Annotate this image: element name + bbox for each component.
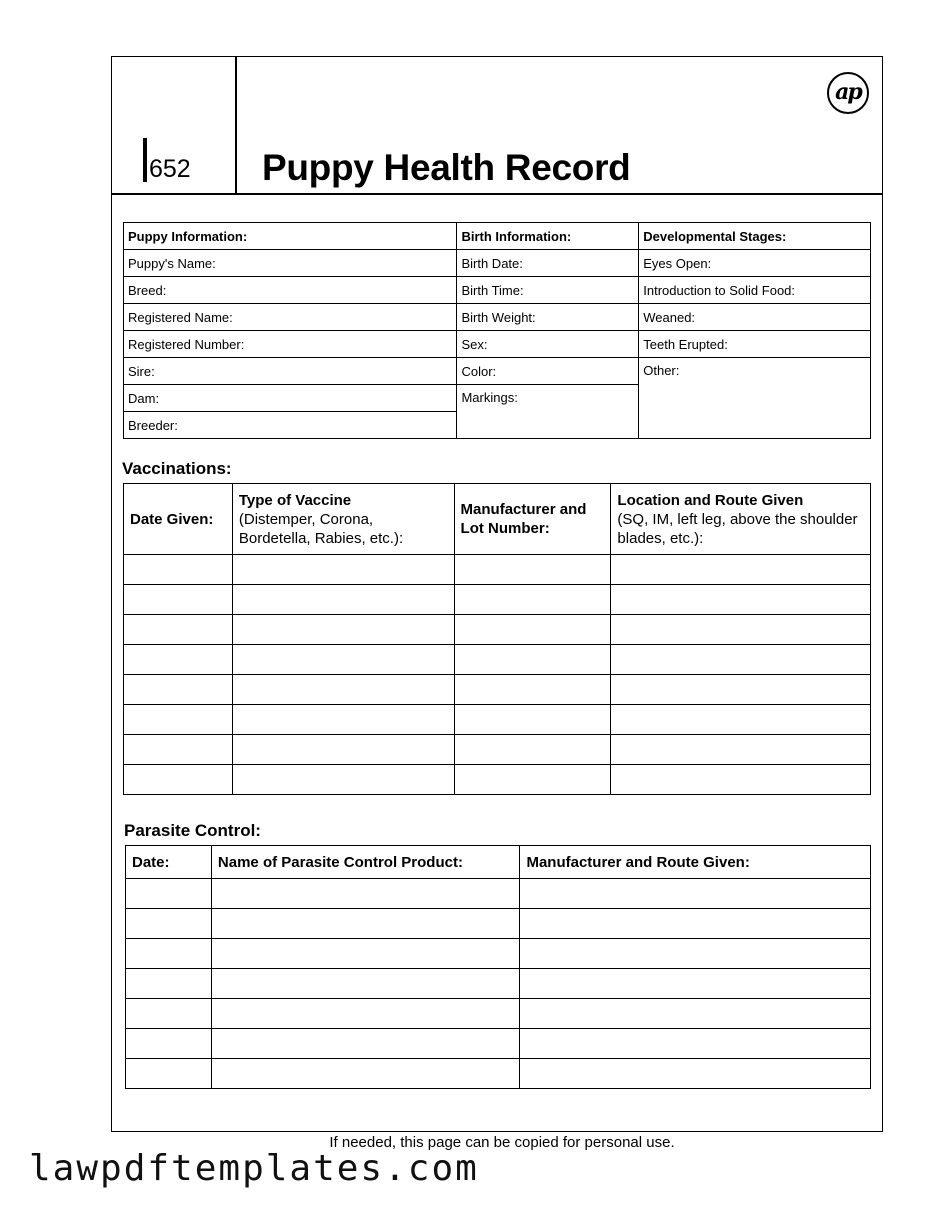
parasite-cell[interactable] [520,909,871,939]
color-field[interactable]: Color: [457,358,639,385]
vacc-cell[interactable] [232,705,454,735]
parasite-cell[interactable] [126,879,212,909]
vacc-cell[interactable] [611,765,871,795]
breed-field[interactable]: Breed: [124,277,457,304]
vacc-cell[interactable] [611,645,871,675]
vacc-cell[interactable] [454,645,611,675]
vacc-cell[interactable] [124,555,233,585]
vacc-cell[interactable] [232,765,454,795]
vacc-cell[interactable] [611,675,871,705]
parasite-row [126,999,871,1029]
teeth-erupted-field[interactable]: Teeth Erupted: [639,331,871,358]
dam-field[interactable]: Dam: [124,385,457,412]
puppy-name-field[interactable]: Puppy's Name: [124,250,457,277]
vacc-cell[interactable] [232,675,454,705]
vacc-row [124,675,871,705]
vacc-cell[interactable] [232,555,454,585]
vacc-cell[interactable] [124,765,233,795]
vacc-row [124,585,871,615]
vacc-cell[interactable] [232,645,454,675]
vacc-cell[interactable] [611,615,871,645]
vacc-cell[interactable] [454,765,611,795]
parasite-cell[interactable] [211,1059,520,1089]
parasite-cell[interactable] [126,1059,212,1089]
parasite-cell[interactable] [520,939,871,969]
parasite-cell[interactable] [520,879,871,909]
vacc-row [124,645,871,675]
registered-number-field[interactable]: Registered Number: [124,331,457,358]
page-title: Puppy Health Record [262,147,631,188]
vacc-row [124,705,871,735]
parasite-row [126,879,871,909]
ap-logo-icon: ap [827,72,869,114]
vacc-cell[interactable] [124,735,233,765]
parasite-cell[interactable] [520,999,871,1029]
vacc-row [124,615,871,645]
parasite-rows [126,879,871,1089]
vacc-cell[interactable] [124,705,233,735]
parasite-row [126,939,871,969]
vacc-type-header [232,484,454,555]
parasite-cell[interactable] [211,969,520,999]
header-rule [111,193,883,195]
vacc-rows [124,555,871,795]
sire-field[interactable]: Sire: [124,358,457,385]
birth-date-field[interactable]: Birth Date: [457,250,639,277]
vacc-location-header [611,484,871,555]
vacc-cell[interactable] [124,675,233,705]
parasite-cell[interactable] [520,969,871,999]
dev-stages-header: Developmental Stages: [639,223,871,250]
parasite-cell[interactable] [211,879,520,909]
parasite-cell[interactable] [126,939,212,969]
vacc-cell[interactable] [232,615,454,645]
copy-note: If needed, this page can be copied for personal use. [329,1134,675,1151]
watermark: lawpdftemplates.com [29,1148,479,1189]
vacc-cell[interactable] [611,705,871,735]
vacc-cell[interactable] [232,585,454,615]
birth-info-header: Birth Information: [457,223,639,250]
parasite-cell[interactable] [211,1029,520,1059]
vaccinations-heading: Vaccinations: [122,459,232,478]
eyes-open-field[interactable]: Eyes Open: [639,250,871,277]
vacc-date-header [124,484,233,555]
vacc-location-sub: (SQ, IM, left leg, above the shoulder blades, etc.): [617,510,858,547]
parasite-cell[interactable] [211,939,520,969]
vacc-cell[interactable] [454,615,611,645]
vacc-cell[interactable] [454,735,611,765]
vacc-cell[interactable] [454,555,611,585]
form-number: 652 [143,138,191,182]
vaccinations-table [123,483,871,795]
vacc-row [124,555,871,585]
vacc-cell[interactable] [232,735,454,765]
parasite-row [126,909,871,939]
vacc-cell[interactable] [611,555,871,585]
parasite-cell[interactable] [520,1059,871,1089]
parasite-cell[interactable] [211,909,520,939]
vacc-cell[interactable] [454,705,611,735]
parasite-manufacturer-header: Manufacturer and Route Given: [520,846,871,879]
header-divider [235,56,237,194]
vacc-manufacturer-header [454,484,611,555]
solid-food-field[interactable]: Introduction to Solid Food: [639,277,871,304]
other-field[interactable]: Other: [639,358,871,439]
parasite-cell[interactable] [126,909,212,939]
parasite-row [126,1059,871,1089]
vacc-type-sub: (Distemper, Corona, Bordetella, Rabies, etc.): [238,510,404,547]
vacc-location-label: Location and Route Given [617,491,804,509]
parasite-row [126,969,871,999]
birth-weight-field[interactable]: Birth Weight: [457,304,639,331]
vacc-manufacturer-label: Manufacturer and Lot Number: [460,501,587,537]
parasite-cell[interactable] [126,999,212,1029]
parasite-table [125,845,871,1089]
vacc-cell[interactable] [611,735,871,765]
parasite-cell[interactable] [520,1029,871,1059]
vacc-cell[interactable] [611,585,871,615]
parasite-date-header: Date: [126,846,212,879]
vacc-row [124,765,871,795]
parasite-row [126,1029,871,1059]
sex-field[interactable]: Sex: [457,331,639,358]
parasite-heading: Parasite Control: [124,821,261,840]
vacc-type-label: Type of Vaccine [238,491,352,509]
parasite-cell[interactable] [126,1029,212,1059]
parasite-product-header: Name of Parasite Control Product: [211,846,520,879]
parasite-cell[interactable] [211,999,520,1029]
birth-time-field[interactable]: Birth Time: [457,277,639,304]
vacc-cell[interactable] [454,675,611,705]
puppy-info-header: Puppy Information: [124,223,457,250]
vacc-cell[interactable] [454,585,611,615]
vacc-cell[interactable] [124,645,233,675]
registered-name-field[interactable]: Registered Name: [124,304,457,331]
vacc-cell[interactable] [124,585,233,615]
markings-field[interactable]: Markings: [457,385,639,439]
breeder-field[interactable]: Breeder: [124,412,457,439]
info-table [123,222,871,439]
weaned-field[interactable]: Weaned: [639,304,871,331]
vacc-cell[interactable] [124,615,233,645]
form-number-bar [143,138,147,182]
vacc-row [124,735,871,765]
vacc-date-label: Date Given: [130,510,214,528]
parasite-cell[interactable] [126,969,212,999]
